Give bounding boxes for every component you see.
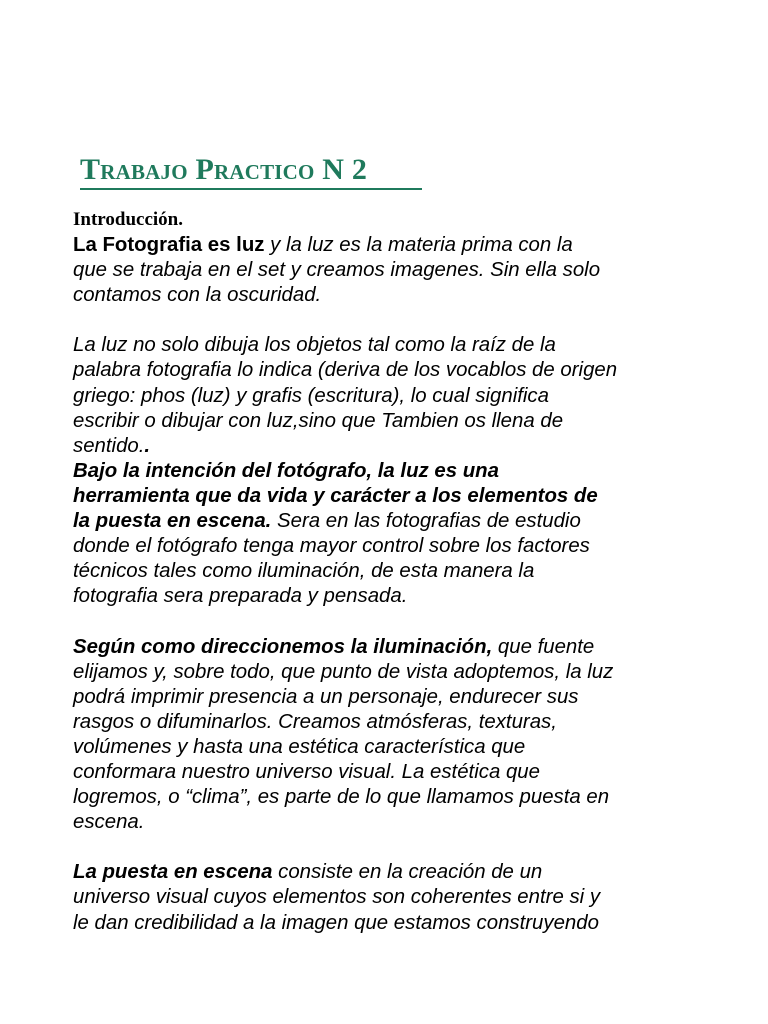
document-title: Trabajo Practico N 2 <box>80 153 368 186</box>
paragraph-gap <box>73 835 713 860</box>
p5-line-2: universo visual cuyos elementos son coherentes entre si y <box>73 886 601 909</box>
p2-line-5-text: sentido. <box>73 434 145 457</box>
p3-line-2: herramienta que da vida y carácter a los elementos de <box>73 484 598 507</box>
p4-line-3: podrá imprimir presencia a un personaje, endurecer sus <box>73 685 579 708</box>
intro-heading: Introducción. <box>73 209 183 230</box>
p5-line-3: le dan credibilidad a la imagen que estamos construyendo <box>73 911 599 934</box>
p4-line-2: elijamos y, sobre todo, que punto de vista adoptemos, la luz <box>73 660 614 683</box>
p4-line-4: rasgos o difuminarlos. Creamos atmósferas, texturas, <box>73 710 557 733</box>
title-underline <box>80 188 422 190</box>
p2-line-1: La luz no solo dibuja los objetos tal como la raíz de la <box>73 334 556 357</box>
p1-bold-lead: La Fotografia es luz <box>73 234 265 256</box>
p1-line-1-rest: y la luz es la materia prima con la <box>264 234 573 256</box>
paragraph-gap <box>73 609 713 634</box>
p2-line-3: griego: phos (luz) y grafis (escritura), lo cual significa <box>73 384 549 407</box>
p4-line-1-bold: Según como direccionemos la iluminación, <box>73 635 493 658</box>
p3-line-6: fotografia sera preparada y pensada. <box>73 585 408 608</box>
document-body <box>73 233 713 936</box>
p3-line-4: donde el fotógrafo tenga mayor control sobre los factores <box>73 535 590 558</box>
p3-line-5: técnicos tales como iluminación, de esta manera la <box>73 560 535 583</box>
p4-line-8: escena. <box>73 811 145 834</box>
p2-line-5 <box>73 434 713 459</box>
p4-line-5: volúmenes y hasta una estética característica que <box>73 735 526 758</box>
p3-line-3-rest: Sera en las fotografias de estudio <box>271 510 581 533</box>
p2-line-5-bold-dot: . <box>144 434 151 457</box>
p4-line-1-rest: que fuente <box>492 635 595 658</box>
p1-line-2: que se trabaja en el set y creamos imagenes. Sin ella solo <box>73 259 601 282</box>
p1-line-1 <box>73 233 713 258</box>
p2-line-4: escribir o dibujar con luz,sino que Tambien os llena de <box>73 409 564 432</box>
p4-line-1 <box>73 635 713 660</box>
p5-line-1 <box>73 860 713 885</box>
p5-line-1-bold: La puesta en escena <box>73 861 273 884</box>
p3-line-3-bold: la puesta en escena. <box>73 510 272 533</box>
p3-line-1: Bajo la intención del fotógrafo, la luz es una <box>73 459 499 482</box>
p1-line-3: contamos con la oscuridad. <box>73 284 322 307</box>
p5-line-1-rest: consiste en la creación de un <box>272 861 543 884</box>
paragraph-gap <box>73 308 713 333</box>
p4-line-7: logremos, o “clima”, es parte de lo que llamamos puesta en <box>73 786 610 809</box>
p4-line-6: conformara nuestro universo visual. La estética que <box>73 760 540 783</box>
p3-line-3 <box>73 509 713 534</box>
p2-line-2: palabra fotografia lo indica (deriva de los vocablos de origen <box>73 359 618 382</box>
